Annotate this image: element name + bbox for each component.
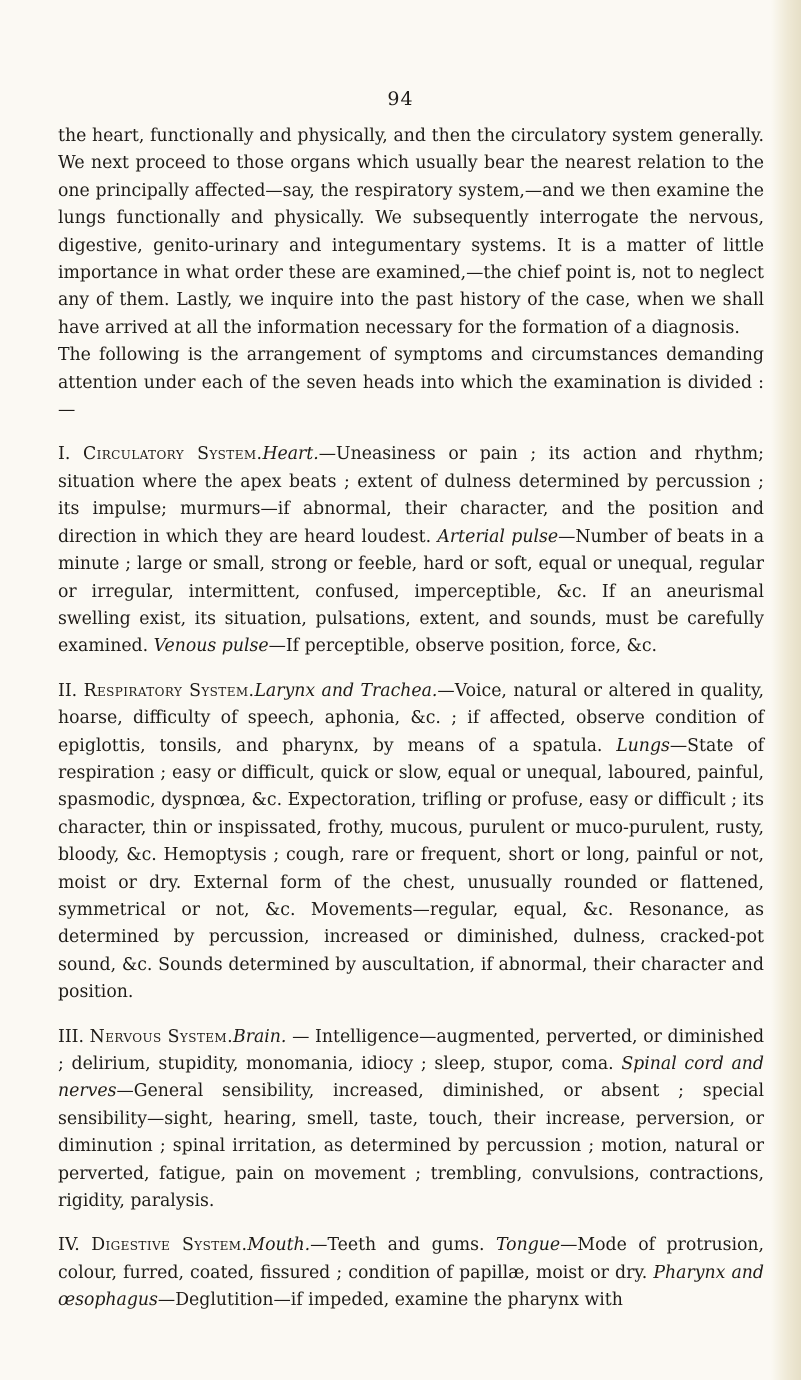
paragraph-continuation: the heart, functionally and physically, and then the circulatory system generally. We next proceed to those organs which usually bear the nearest relation to the one principally affected—say, the respiratory system,—and we then examine the lungs functionally and physically. We subsequently interrogate the nervous, digestive, genito-urinary and integumentary systems. It is a matter of little importance in what order these are examined,—the chief point is, not to neglect any of them. Lastly, we inquire into the past history of the case, when we shall have arrived at all the information necessary for the formation of a diagnosis. — [58, 126, 764, 338]
section-respiratory — [58, 678, 764, 1007]
section-heading: Respiratory System. — [83, 680, 255, 701]
section-numeral: III. — [58, 1026, 84, 1047]
section-text: —Voice, natural or altered in quality, hoarse, difficulty of speech, aphonia, &c. ; if affected, observe condition of epiglottis, tonsils, and pharynx, by means of a spatula. — [58, 680, 764, 756]
section-heading: Digestive System. — [91, 1235, 248, 1256]
subheading-pharynx: Pharynx and œsophagus — [58, 1262, 764, 1311]
section-text: —Number of beats in a minute ; large or small, strong or feeble, hard or soft, equal or unequal, regular or irregular, intermittent, confused, imperceptible, &c. If an aneurismal swelling exist, its situation, pulsations, extent, and sounds, must be carefully examined. — [58, 526, 765, 657]
section-numeral: II. — [58, 680, 78, 701]
section-heading: Nervous System. — [89, 1026, 233, 1047]
subheading-larynx: Larynx and Trachea. — [254, 680, 438, 701]
section-digestive — [58, 1232, 764, 1314]
section-text: —State of respiration ; easy or difficult, quick or slow, equal or unequal, laboured, painful, spasmodic, dyspnœa, &c. Expectoration, trifling or profuse, easy or difficult ; its character, thin or inspissated, frothy, mucous, purulent or muco-purulent, rusty, bloody, &c. Hemoptysis ; cough, rare or frequent, short or long, painful or not, moist or dry. External form of the chest, unusually rounded or flattened, symmetrical or not, &c. Movements—regular, equal, &c. Resonance, as determined by percussion, increased or diminished, dulness, cracked-pot sound, &c. Sounds determined by auscultation, if abnormal, their character and position. — [58, 735, 764, 1003]
page-edge-shadow — [771, 0, 801, 1380]
subheading-arterial-pulse: Arterial pulse — [437, 526, 559, 547]
subheading-mouth: Mouth. — [247, 1235, 311, 1256]
subheading-lungs: Lungs — [616, 735, 670, 756]
subheading-heart: Heart. — [262, 444, 319, 465]
subheading-venous-pulse: Venous pulse — [153, 636, 269, 657]
section-text: —If perceptible, observe position, force, &c. — [268, 636, 658, 657]
section-text: — Intelligence—augmented, perverted, or diminished ; delirium, stupidity, monomania, idiocy ; sleep, stupor, coma. — [58, 1026, 765, 1074]
page-number: 94 — [387, 88, 414, 110]
section-text: —Deglutition—if impeded, examine the pharynx with — [157, 1290, 623, 1311]
section-numeral: I. — [58, 444, 71, 465]
section-numeral: IV. — [58, 1235, 80, 1256]
section-nervous — [58, 1024, 764, 1216]
section-text: —Teeth and gums. — [310, 1235, 496, 1256]
section-text: —Uneasiness or pain ; its action and rhythm; situation where the apex beats ; extent of dulness determined by percussion ; its impulse; murmurs—if abnormal, their character, and the position and direction in which they are heard loudest. — [58, 444, 764, 547]
body-text — [58, 123, 764, 1315]
section-text: —General sensibility, increased, diminished, or absent ; special sensibility—sight, hearing, smell, taste, touch, their increase, perversion, or diminution ; spinal irritation, as determined by percussion ; motion, natural or perverted, fatigue, pain on movement ; trembling, convulsions, contractions, rigidity, paralysis. — [58, 1081, 764, 1212]
section-circulatory — [58, 441, 764, 660]
subheading-brain: Brain. — [233, 1026, 287, 1047]
subheading-spinal-cord: Spinal cord and nerves — [58, 1054, 764, 1102]
section-heading: Circulatory System. — [82, 444, 263, 465]
paragraph-intro: The following is the arrangement of symptoms and circumstances demanding attention under each of the seven heads into which the examination is divided :— — [58, 345, 764, 421]
subheading-tongue: Tongue — [495, 1235, 561, 1256]
section-text: —Mode of protrusion, colour, furred, coated, fissured ; condition of papillæ, moist or dry. — [58, 1235, 764, 1283]
